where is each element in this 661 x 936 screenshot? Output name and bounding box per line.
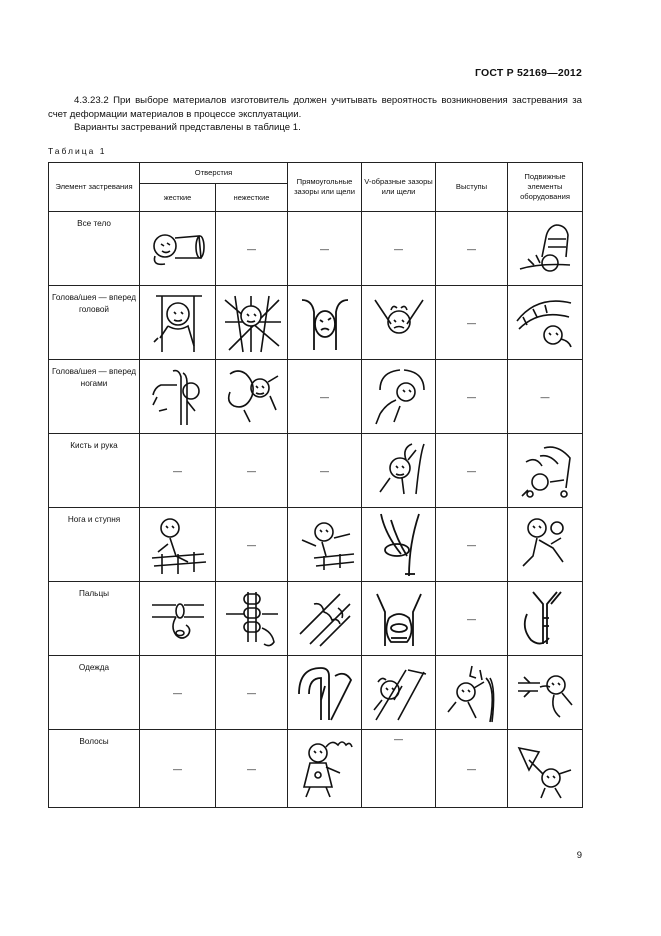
table-cell [288, 730, 362, 808]
empty-dash: — [320, 243, 330, 254]
empty-dash: — [173, 687, 182, 698]
table-cell [508, 508, 583, 582]
table-cell [508, 286, 583, 360]
child-arm-in-moving-part-illustration [514, 442, 576, 500]
table-cell [216, 508, 288, 582]
table-caption: Таблица 1 [48, 146, 107, 156]
table-cell [140, 212, 216, 286]
table-cell [362, 434, 436, 508]
table-cell [362, 286, 436, 360]
empty-dash: — [247, 465, 256, 476]
child-feet-first-v-gap-illustration [370, 366, 428, 428]
document-standard-header: ГОСТ Р 52169—2012 [474, 67, 582, 79]
empty-dash: — [247, 539, 256, 550]
child-arm-in-v-gap-illustration [370, 440, 428, 502]
header-nonrigid: нежесткие [216, 184, 288, 212]
hair-entanglement-illustration [294, 737, 356, 801]
empty-dash: — [394, 734, 404, 744]
table-cell [362, 582, 436, 656]
paragraph-4-3-23-2: 4.3.23.2 При выборе материалов изготовитель должен учитывать вероятность возникновения застревания за счет деформации материалов в процессе эксплуатации. [48, 95, 582, 120]
child-foot-in-slot-illustration [294, 518, 356, 572]
table-cell [508, 434, 583, 508]
row-label: Голова/шея — вперед ногами [49, 360, 140, 434]
empty-dash: — [320, 465, 330, 476]
table-cell [436, 286, 508, 360]
table-cell [288, 212, 362, 286]
empty-dash: — [247, 763, 256, 774]
header-rect-gaps: Прямоугольные зазоры или щели [288, 163, 362, 212]
empty-dash: — [467, 243, 477, 254]
table-cell [362, 656, 436, 730]
table-cell [436, 360, 508, 434]
header-rigid: жесткие [140, 184, 216, 212]
fingers-in-slot-illustration [296, 590, 354, 648]
empty-dash: — [467, 539, 477, 550]
clothing-on-protrusion-illustration [442, 662, 502, 724]
table-cell [216, 730, 288, 808]
child-head-in-bars-illustration [148, 292, 208, 354]
paragraph-variants: Варианты застреваний представлены в таблице 1. [74, 122, 301, 133]
table-cell [216, 360, 288, 434]
child-feet-first-bars-illustration [147, 367, 209, 427]
table-cell [362, 730, 436, 808]
empty-dash: — [467, 613, 477, 624]
table-cell [216, 434, 288, 508]
foot-in-v-gap-illustration [375, 512, 423, 578]
table-cell [436, 730, 508, 808]
entrapment-table [48, 162, 583, 808]
header-openings: Отверстия [140, 163, 288, 184]
table-cell [508, 212, 583, 286]
child-head-in-moving-part-illustration [513, 295, 577, 351]
table-cell [436, 582, 508, 656]
clothing-in-v-gap-illustration [368, 662, 430, 724]
row-label: Нога и ступня [49, 508, 140, 582]
table-cell [362, 360, 436, 434]
row-label: Кисть и рука [49, 434, 140, 508]
table-cell [436, 434, 508, 508]
table-cell [288, 434, 362, 508]
empty-dash: — [540, 391, 550, 402]
table-cell [140, 730, 216, 808]
child-head-in-net-illustration [221, 292, 283, 354]
row-label: Все тело [49, 212, 140, 286]
row-label: Волосы [49, 730, 140, 808]
table-cell [436, 656, 508, 730]
fingers-in-v-gap-illustration [373, 588, 425, 650]
empty-dash: — [173, 763, 182, 774]
table-cell [508, 656, 583, 730]
clothing-in-slot-illustration [295, 664, 355, 722]
table-cell [216, 582, 288, 656]
child-head-in-v-gap-illustration [371, 296, 427, 350]
finger-in-chain-illustration [222, 588, 282, 650]
row-label: Голова/шея — вперед головой [49, 286, 140, 360]
empty-dash: — [467, 317, 477, 328]
header-moving-elements: Подвижные элементы оборудования [508, 163, 583, 212]
finger-in-hole-illustration [148, 591, 208, 647]
page-number: 9 [576, 850, 582, 861]
table-cell [508, 730, 583, 808]
header-v-gaps: V-образные зазоры или щели [362, 163, 436, 212]
table-cell [288, 656, 362, 730]
child-foot-in-bars-illustration [148, 514, 208, 576]
table-cell [216, 286, 288, 360]
child-head-in-slot-illustration [300, 294, 350, 352]
table-cell [288, 286, 362, 360]
row-label: Пальцы [49, 582, 140, 656]
table-cell [362, 508, 436, 582]
child-under-rocker-illustration [514, 219, 576, 279]
empty-dash: — [247, 243, 256, 254]
child-feet-first-net-illustration [222, 366, 282, 428]
empty-dash: — [247, 687, 256, 698]
table-cell [508, 582, 583, 656]
table-cell [216, 656, 288, 730]
table-cell [140, 582, 216, 656]
table-cell [288, 582, 362, 656]
child-in-tube-illustration [147, 224, 209, 274]
table-cell [140, 434, 216, 508]
header-element: Элемент застревания [49, 163, 140, 212]
empty-dash: — [320, 391, 330, 402]
row-label: Одежда [49, 656, 140, 730]
child-foot-in-moving-part-illustration [515, 514, 575, 576]
clothing-in-moving-part-illustration [514, 663, 576, 723]
empty-dash: — [173, 465, 182, 476]
table-cell [140, 286, 216, 360]
table-cell [140, 656, 216, 730]
fingers-in-moving-part-illustration [517, 588, 573, 650]
table-cell [288, 360, 362, 434]
table-cell [362, 212, 436, 286]
table-cell [288, 508, 362, 582]
empty-dash: — [467, 465, 477, 476]
hair-in-moving-part-illustration [515, 738, 575, 800]
empty-dash: — [394, 243, 404, 254]
table-cell [436, 212, 508, 286]
table-cell [140, 508, 216, 582]
table-cell [140, 360, 216, 434]
header-protrusions: Выступы [436, 163, 508, 212]
table-cell [436, 508, 508, 582]
table-cell [508, 360, 583, 434]
empty-dash: — [467, 763, 477, 774]
empty-dash: — [467, 391, 477, 402]
table-cell [216, 212, 288, 286]
